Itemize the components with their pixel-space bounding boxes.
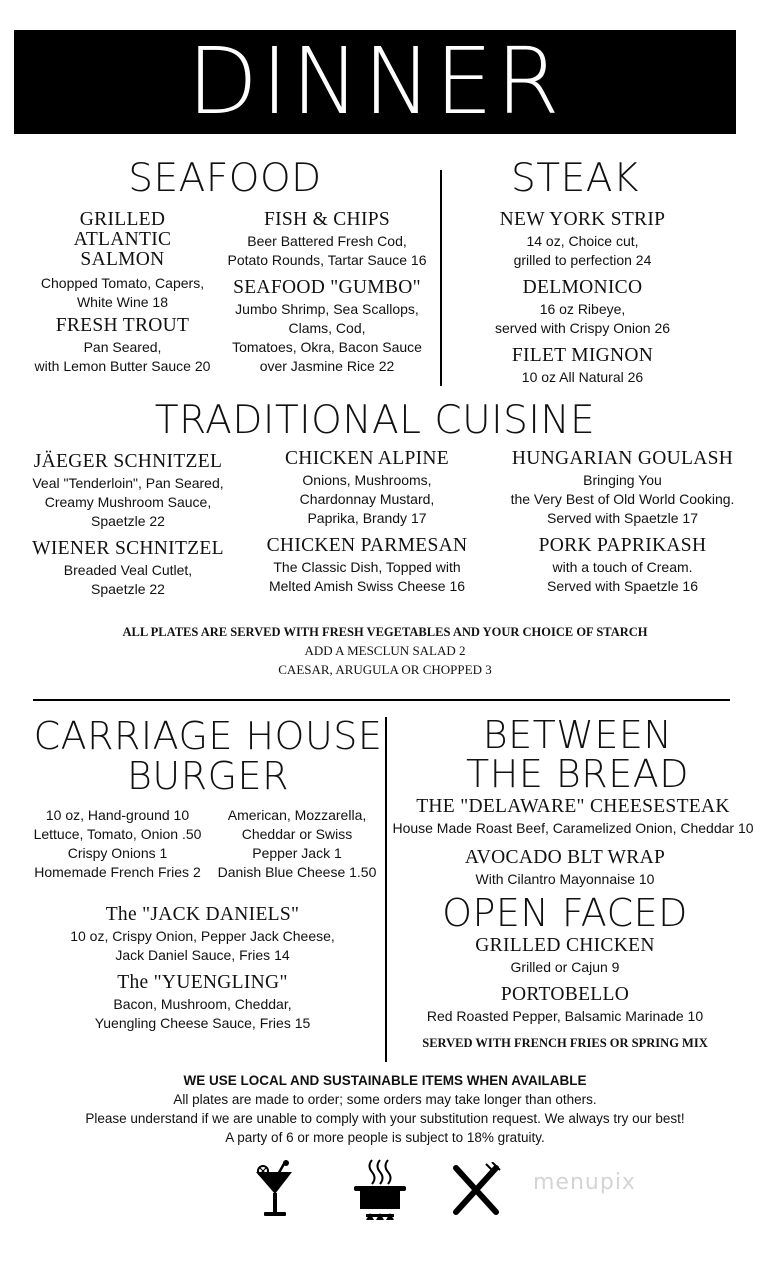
sides-note: ALL PLATES ARE SERVED WITH FRESH VEGETABLES AND YOUR CHOICE OF STARCH [122, 625, 648, 639]
page-title: DINNER [187, 28, 563, 135]
menu-item-grilled-chicken [395, 936, 735, 977]
menu-item-chicken-parmesan [252, 536, 482, 596]
item-name: GRILLED ATLANTIC SALMON [73, 209, 172, 270]
item-desc: Jumbo Shrimp, Sea Scallops, Clams, Cod, Tomatoes, Okra, Bacon Sauce over Jasmine Rice 22 [232, 301, 422, 374]
item-desc: Breaded Veal Cutlet, Spaetzle 22 [63, 562, 193, 597]
menu-item-filet-mignon [470, 346, 695, 387]
item-desc: Veal "Tenderloin", Pan Seared, Creamy Mushroom Sauce, Spaetzle 22 [32, 475, 224, 529]
item-desc: Grilled or Cajun 9 [510, 959, 620, 975]
substitution-note: Please understand if we are unable to comply with your substitution request. We always try our best! [85, 1111, 685, 1126]
item-desc: 14 oz, Choice cut, grilled to perfection 24 [513, 233, 652, 268]
item-name: FRESH TROUT [55, 315, 190, 336]
item-name: The "JACK DANIELS" [105, 904, 300, 925]
item-name: NEW YORK STRIP [499, 209, 666, 230]
menu-item-hungarian-goulash [490, 449, 755, 528]
menu-item-seafood-gumbo [222, 278, 432, 376]
burger-heading: CARRIAGE HOUSE BURGER [33, 714, 383, 798]
menu-item-jack-daniels [30, 905, 375, 965]
title-banner [14, 30, 736, 134]
item-desc: Pan Seared, with Lemon Butter Sauce 20 [34, 339, 211, 374]
menu-item-yuengling [30, 973, 375, 1033]
item-name: The "YUENGLING" [117, 972, 288, 993]
item-name: WIENER SCHNITZEL [32, 538, 224, 559]
traditional-heading: TRADITIONAL CUISINE [154, 398, 596, 443]
menu-item-delaware-cheesesteak [383, 797, 763, 838]
item-name: JÄEGER SCHNITZEL [33, 451, 223, 472]
open-faced-heading: OPEN FACED [442, 891, 688, 935]
menu-item-wiener-schnitzel [8, 539, 248, 599]
gratuity-note: A party of 6 or more people is subject to 18% gratuity. [225, 1130, 545, 1145]
menu-item-grilled-salmon [30, 210, 215, 312]
column-divider [440, 170, 442, 386]
item-desc: Beer Battered Fresh Cod, Potato Rounds, Tartar Sauce 16 [227, 233, 427, 268]
item-desc: With Cilantro Mayonnaise 10 [475, 871, 655, 887]
item-name: THE "DELAWARE" CHEESESTEAK [416, 796, 730, 817]
menu-item-fresh-trout [20, 316, 225, 376]
martini-icon [252, 1158, 300, 1220]
menu-item-jaeger-schnitzel [8, 452, 248, 531]
item-desc: Bringing You the Very Best of Old World Cooking. Served with Spaetzle 17 [510, 472, 735, 526]
item-desc: Bacon, Mushroom, Cheddar, Yuengling Cheese Sauce, Fries 15 [94, 996, 311, 1031]
burger-base-options: 10 oz, Hand-ground 10 Lettuce, Tomato, Onion .50 Crispy Onions 1 Homemade French Fries 2 [33, 807, 202, 880]
item-desc: House Made Roast Beef, Caramelized Onion, Cheddar 10 [392, 820, 754, 836]
item-desc: Chopped Tomato, Capers, White Wine 18 [40, 275, 205, 310]
item-name: HUNGARIAN GOULASH [511, 448, 734, 469]
crossed-utensils-icon [450, 1162, 502, 1218]
seafood-heading: SEAFOOD [128, 156, 322, 201]
salad-options-note: CAESAR, ARUGULA OR CHOPPED 3 [278, 662, 492, 677]
item-name: FILET MIGNON [511, 345, 654, 366]
item-desc: Onions, Mushrooms, Chardonnay Mustard, Paprika, Brandy 17 [299, 472, 435, 526]
cooking-pot-icon [352, 1158, 408, 1224]
item-name: DELMONICO [522, 277, 643, 298]
bread-heading: BETWEEN THE BREAD [466, 713, 689, 796]
item-name: PORTOBELLO [500, 984, 630, 1005]
menu-item-pork-paprikash [490, 536, 755, 596]
item-desc: with a touch of Cream. Served with Spaetzle 16 [547, 559, 698, 594]
steak-heading: STEAK [511, 156, 639, 201]
menu-item-delmonico [470, 278, 695, 338]
item-desc: 16 oz Ribeye, served with Crispy Onion 26 [494, 301, 671, 336]
item-name: AVOCADO BLT WRAP [464, 847, 666, 868]
sustainability-note: WE USE LOCAL AND SUSTAINABLE ITEMS WHEN AVAILABLE [183, 1073, 587, 1088]
item-desc: Red Roasted Pepper, Balsamic Marinade 10 [426, 1008, 704, 1024]
item-name: FISH & CHIPS [263, 209, 391, 230]
made-to-order-note: All plates are made to order; some orders may take longer than others. [173, 1092, 597, 1107]
item-desc: The Classic Dish, Topped with Melted Amish Swiss Cheese 16 [268, 559, 466, 594]
sandwich-sides-note: SERVED WITH FRENCH FRIES OR SPRING MIX [422, 1036, 708, 1050]
item-name: PORK PAPRIKASH [538, 535, 707, 556]
menu-item-portobello [395, 985, 735, 1026]
item-name: SEAFOOD "GUMBO" [233, 277, 421, 298]
menu-item-new-york-strip [470, 210, 695, 270]
salad-addon-note: ADD A MESCLUN SALAD 2 [304, 643, 466, 658]
burger-cheese-options: American, Mozzarella, Cheddar or Swiss Pepper Jack 1 Danish Blue Cheese 1.50 [217, 807, 377, 880]
menu-item-avocado-blt-wrap [395, 848, 735, 889]
item-desc: 10 oz, Crispy Onion, Pepper Jack Cheese, Jack Daniel Sauce, Fries 14 [70, 928, 335, 963]
item-name: GRILLED CHICKEN [475, 935, 655, 956]
item-name: CHICKEN PARMESAN [266, 535, 468, 556]
item-desc: 10 oz All Natural 26 [521, 369, 644, 385]
menu-item-fish-chips [222, 210, 432, 270]
item-name: CHICKEN ALPINE [285, 448, 449, 469]
menu-item-chicken-alpine [252, 449, 482, 528]
horizontal-divider [33, 699, 730, 701]
watermark: menupix [533, 1170, 636, 1195]
